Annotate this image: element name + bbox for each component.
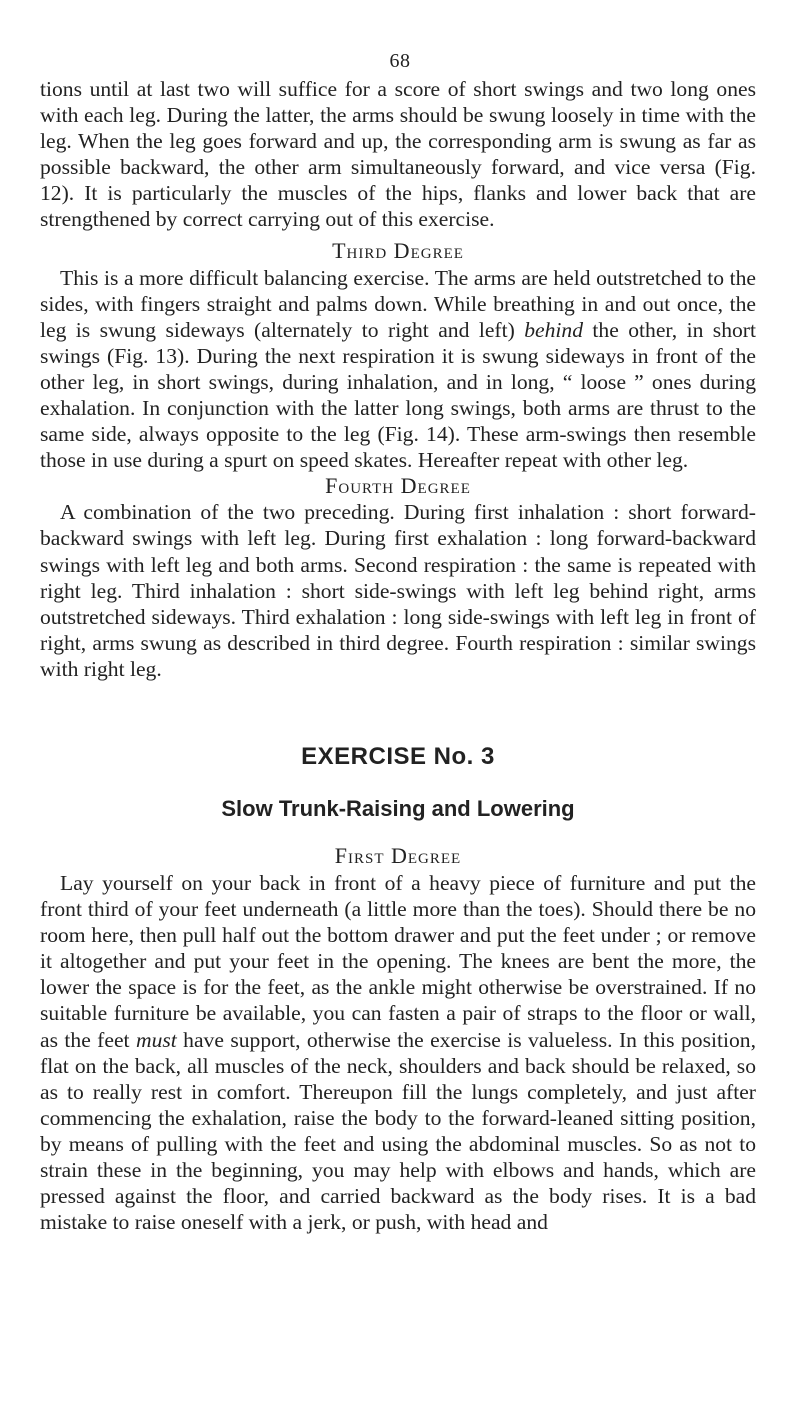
fourth-degree-paragraph: A combination of the two preceding. During first inhalation : short forward-backward swings with left leg. During first exhalation : long forward-backward swings with left leg and both arms. Second respiration : the same is repeated with right leg. Third inhalation : short side-swings with left leg behind right, arms outstretched sideways. Third exhalation : long side-swings with left leg in front of right, arms swung as described in third degree. Fourth respiration : similar swings with right leg. bbox=[40, 500, 756, 681]
third-degree-text-start: This is a more difficult balancing exercise. The arms are held outstretched to the sides, with fingers straight and palms down. While breathing in and out once, the leg is swung sideways (alternately to right and left) bbox=[40, 265, 756, 342]
third-degree-emphasis: behind bbox=[524, 317, 583, 342]
fourth-degree-heading: Fourth Degree bbox=[325, 473, 471, 499]
first-degree-text-end: have support, otherwise the exercise is valueless. In this position, flat on the back, all muscles of the neck, shoulders and back should be relaxed, so as to really rest in comfort. Thereupon fill the lungs completely, and just after commencing the exhalation, raise the body to the forward-leaned sitting position, by means of pulling with the feet and using the abdominal muscles. So as not to strain these in the beginning, you may help with elbows and hands, which are pressed against the floor, and carried backward as the body rises. It is a bad mistake to raise oneself with a jerk, or push, with head and bbox=[40, 1027, 756, 1235]
third-degree-heading: Third Degree bbox=[332, 237, 464, 263]
first-degree-heading: First Degree bbox=[334, 842, 462, 868]
first-degree-emphasis: must bbox=[135, 1027, 177, 1052]
third-degree-text-end: the other, in short swings (Fig. 13). During the next respiration it is swung sideways in front of the other leg, in short swings, during inhalation, and in long, “ loose ” ones during exhalation. In conjunction with the latter long swings, both arms are thrust to the same side, always opposite to the leg (Fig. 14). These arm-swings then resemble those in use during a spurt on speed skates. Hereafter repeat with other leg. bbox=[40, 317, 756, 473]
first-degree-text-start: Lay yourself on your back in front of a heavy piece of furniture and put the front third of your feet underneath (a little more than the toes). Should there be no room here, then pull half out the bottom drawer and put the feet under ; or remove it altogether and put your feet in the opening. The knees are bent the more, the lower the space is for the feet, as the ankle might otherwise be overstrained. If no suitable furniture be available, you can fasten a pair of straps to the floor or wall, as the feet bbox=[40, 870, 756, 1052]
page-body bbox=[40, 76, 756, 1235]
continuation-paragraph: tions until at last two will suffice for a score of short swings and two long ones with each leg. During the latter, the arms should be swung loosely in time with the leg. When the leg goes forward and up, the corresponding arm is swung as far as possible backward, the other arm simultaneously forward, and vice versa (Fig. 12). It is particularly the muscles of the hips, flanks and lower back that are strengthened by correct carrying out of this exercise. bbox=[40, 77, 756, 232]
page-number: 68 bbox=[389, 50, 411, 72]
exercise-title: EXERCISE No. 3 bbox=[301, 742, 495, 770]
exercise-subtitle: Slow Trunk-Raising and Lowering bbox=[221, 795, 575, 821]
third-degree-paragraph bbox=[40, 265, 756, 474]
first-degree-paragraph bbox=[40, 870, 756, 1235]
